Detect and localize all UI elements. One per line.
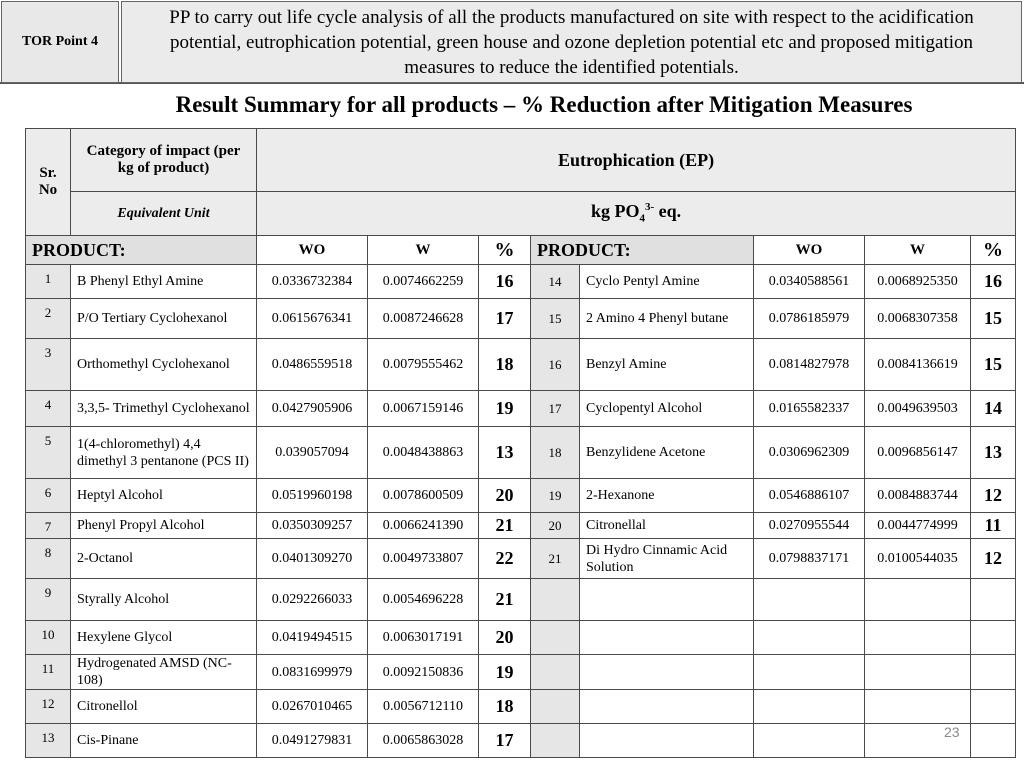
- w-value: 0.0068307358: [865, 299, 971, 339]
- pct-reduction: 16: [971, 265, 1016, 299]
- wo-value: 0.0336732384: [257, 265, 368, 299]
- table-row: [26, 539, 1016, 579]
- wo-value: [754, 621, 865, 655]
- pct-reduction: 21: [479, 579, 531, 621]
- sr-no: [531, 579, 580, 621]
- wo-header-left: WO: [257, 236, 368, 265]
- product-name: Heptyl Alcohol: [71, 479, 257, 513]
- sr-no: 15: [531, 299, 580, 339]
- sr-no: 1: [26, 265, 71, 299]
- pct-reduction: 12: [971, 539, 1016, 579]
- product-name: P/O Tertiary Cyclohexanol: [71, 299, 257, 339]
- w-value: 0.0078600509: [368, 479, 479, 513]
- table-row: [26, 299, 1016, 339]
- sr-no: 7: [26, 513, 71, 539]
- product-header-right: PRODUCT:: [531, 236, 754, 265]
- product-name: [580, 655, 754, 690]
- product-name: [580, 621, 754, 655]
- wo-value: 0.0486559518: [257, 339, 368, 391]
- sr-no: 20: [531, 513, 580, 539]
- sr-no: 13: [26, 724, 71, 758]
- pct-reduction: 19: [479, 391, 531, 427]
- table-row: [26, 621, 1016, 655]
- wo-value: 0.0427905906: [257, 391, 368, 427]
- wo-value: 0.0814827978: [754, 339, 865, 391]
- wo-value: [754, 724, 865, 758]
- product-name: Di Hydro Cinnamic Acid Solution: [580, 539, 754, 579]
- wo-value: 0.0350309257: [257, 513, 368, 539]
- wo-value: 0.0831699979: [257, 655, 368, 690]
- wo-value: [754, 655, 865, 690]
- w-value: [865, 655, 971, 690]
- w-value: 0.0066241390: [368, 513, 479, 539]
- table-row: [26, 427, 1016, 479]
- page-number: 23: [944, 724, 960, 740]
- w-value: 0.0068925350: [865, 265, 971, 299]
- product-name: 3,3,5- Trimethyl Cyclohexanol: [71, 391, 257, 427]
- product-name: 2 Amino 4 Phenyl butane: [580, 299, 754, 339]
- table-row: [26, 479, 1016, 513]
- w-value: 0.0092150836: [368, 655, 479, 690]
- pct-reduction: 20: [479, 479, 531, 513]
- pct-reduction: 13: [479, 427, 531, 479]
- w-value: 0.0065863028: [368, 724, 479, 758]
- unit-value: kg $PO_4^{3-}$ eq.: [257, 192, 1016, 236]
- product-name: Citronellol: [71, 690, 257, 724]
- sr-no: 16: [531, 339, 580, 391]
- w-value: 0.0056712110: [368, 690, 479, 724]
- w-value: 0.0048438863: [368, 427, 479, 479]
- sr-no: [531, 621, 580, 655]
- wo-value: 0.039057094: [257, 427, 368, 479]
- w-value: 0.0084883744: [865, 479, 971, 513]
- sr-no: 12: [26, 690, 71, 724]
- wo-value: 0.0270955544: [754, 513, 865, 539]
- w-value: 0.0044774999: [865, 513, 971, 539]
- sr-no-header: Sr. No: [26, 129, 71, 236]
- sr-no: 3: [26, 339, 71, 391]
- pct-reduction: [971, 724, 1016, 758]
- product-name: Cyclopentyl Alcohol: [580, 391, 754, 427]
- w-value: 0.0096856147: [865, 427, 971, 479]
- pct-reduction: 20: [479, 621, 531, 655]
- tor-banner: [0, 0, 1024, 84]
- product-header-left: PRODUCT:: [26, 236, 257, 265]
- tor-label: TOR Point 4: [1, 1, 119, 83]
- wo-value: 0.0267010465: [257, 690, 368, 724]
- product-name: [580, 579, 754, 621]
- wo-value: 0.0798837171: [754, 539, 865, 579]
- sr-no: 19: [531, 479, 580, 513]
- pct-reduction: 16: [479, 265, 531, 299]
- w-value: [865, 579, 971, 621]
- product-name: [580, 724, 754, 758]
- pct-reduction: 17: [479, 724, 531, 758]
- category-value: Eutrophication (EP): [257, 129, 1016, 192]
- product-name: Benzylidene Acetone: [580, 427, 754, 479]
- sr-no: 14: [531, 265, 580, 299]
- w-value: 0.0067159146: [368, 391, 479, 427]
- product-name: Hexylene Glycol: [71, 621, 257, 655]
- table-row: [26, 724, 1016, 758]
- sr-no: 4: [26, 391, 71, 427]
- wo-value: 0.0615676341: [257, 299, 368, 339]
- sr-no: 18: [531, 427, 580, 479]
- wo-value: [754, 690, 865, 724]
- product-name: Citronellal: [580, 513, 754, 539]
- wo-value: 0.0401309270: [257, 539, 368, 579]
- w-value: 0.0049733807: [368, 539, 479, 579]
- wo-value: 0.0519960198: [257, 479, 368, 513]
- pct-reduction: 11: [971, 513, 1016, 539]
- product-name: Cyclo Pentyl Amine: [580, 265, 754, 299]
- pct-reduction: [971, 579, 1016, 621]
- w-value: [865, 621, 971, 655]
- product-name: 2-Hexanone: [580, 479, 754, 513]
- pct-reduction: 17: [479, 299, 531, 339]
- pct-reduction: [971, 621, 1016, 655]
- product-name: Styrally Alcohol: [71, 579, 257, 621]
- product-name: 1(4-chloromethyl) 4,4 dimethyl 3 pentanone (PCS II): [71, 427, 257, 479]
- table-row: [26, 265, 1016, 299]
- sr-no: 21: [531, 539, 580, 579]
- category-label: Category of impact (per kg of product): [71, 129, 257, 192]
- pct-header-left: %: [479, 236, 531, 265]
- product-name: Benzyl Amine: [580, 339, 754, 391]
- product-name: Orthomethyl Cyclohexanol: [71, 339, 257, 391]
- w-value: 0.0054696228: [368, 579, 479, 621]
- sr-no: 17: [531, 391, 580, 427]
- product-name: [580, 690, 754, 724]
- wo-header-right: WO: [754, 236, 865, 265]
- results-table: [25, 128, 1016, 758]
- w-value: 0.0049639503: [865, 391, 971, 427]
- sr-no: 8: [26, 539, 71, 579]
- sr-no: [531, 690, 580, 724]
- wo-value: [754, 579, 865, 621]
- w-value: [865, 690, 971, 724]
- pct-reduction: [971, 655, 1016, 690]
- slide-title: Result Summary for all products – % Reduction after Mitigation Measures: [175, 92, 913, 117]
- wo-value: 0.0546886107: [754, 479, 865, 513]
- pct-reduction: 15: [971, 299, 1016, 339]
- tor-description: PP to carry out life cycle analysis of all the products manufactured on site with respect to the acidification potential, eutrophication potential, green house and ozone depletion potential etc and proposed mitigation measures to reduce the identified potentials.: [121, 1, 1022, 83]
- wo-value: 0.0340588561: [754, 265, 865, 299]
- wo-value: 0.0419494515: [257, 621, 368, 655]
- product-name: 2-Octanol: [71, 539, 257, 579]
- wo-value: 0.0292266033: [257, 579, 368, 621]
- w-header-left: W: [368, 236, 479, 265]
- pct-reduction: 22: [479, 539, 531, 579]
- sr-no: 9: [26, 579, 71, 621]
- product-name: B Phenyl Ethyl Amine: [71, 265, 257, 299]
- table-row: [26, 339, 1016, 391]
- product-name: Cis-Pinane: [71, 724, 257, 758]
- pct-reduction: 18: [479, 690, 531, 724]
- pct-reduction: 12: [971, 479, 1016, 513]
- pct-reduction: 19: [479, 655, 531, 690]
- product-name: Hydrogenated AMSD (NC-108): [71, 655, 257, 690]
- pct-reduction: 18: [479, 339, 531, 391]
- wo-value: 0.0165582337: [754, 391, 865, 427]
- pct-header-right: %: [971, 236, 1016, 265]
- w-value: 0.0100544035: [865, 539, 971, 579]
- w-value: 0.0084136619: [865, 339, 971, 391]
- table-row: [26, 655, 1016, 690]
- table-row: [26, 391, 1016, 427]
- w-header-right: W: [865, 236, 971, 265]
- pct-reduction: 13: [971, 427, 1016, 479]
- wo-value: 0.0786185979: [754, 299, 865, 339]
- sr-no: [531, 724, 580, 758]
- table-row: [26, 690, 1016, 724]
- table-row: [26, 513, 1016, 539]
- table-row: [26, 579, 1016, 621]
- pct-reduction: 15: [971, 339, 1016, 391]
- wo-value: 0.0491279831: [257, 724, 368, 758]
- w-value: 0.0087246628: [368, 299, 479, 339]
- sr-no: 6: [26, 479, 71, 513]
- pct-reduction: 14: [971, 391, 1016, 427]
- pct-reduction: [971, 690, 1016, 724]
- sr-no: 11: [26, 655, 71, 690]
- wo-value: 0.0306962309: [754, 427, 865, 479]
- sr-no: [531, 655, 580, 690]
- w-value: 0.0079555462: [368, 339, 479, 391]
- sr-no: 2: [26, 299, 71, 339]
- w-value: 0.0063017191: [368, 621, 479, 655]
- sr-no: 5: [26, 427, 71, 479]
- pct-reduction: 21: [479, 513, 531, 539]
- sr-no: 10: [26, 621, 71, 655]
- w-value: 0.0074662259: [368, 265, 479, 299]
- product-name: Phenyl Propyl Alcohol: [71, 513, 257, 539]
- unit-label: Equivalent Unit: [71, 192, 257, 236]
